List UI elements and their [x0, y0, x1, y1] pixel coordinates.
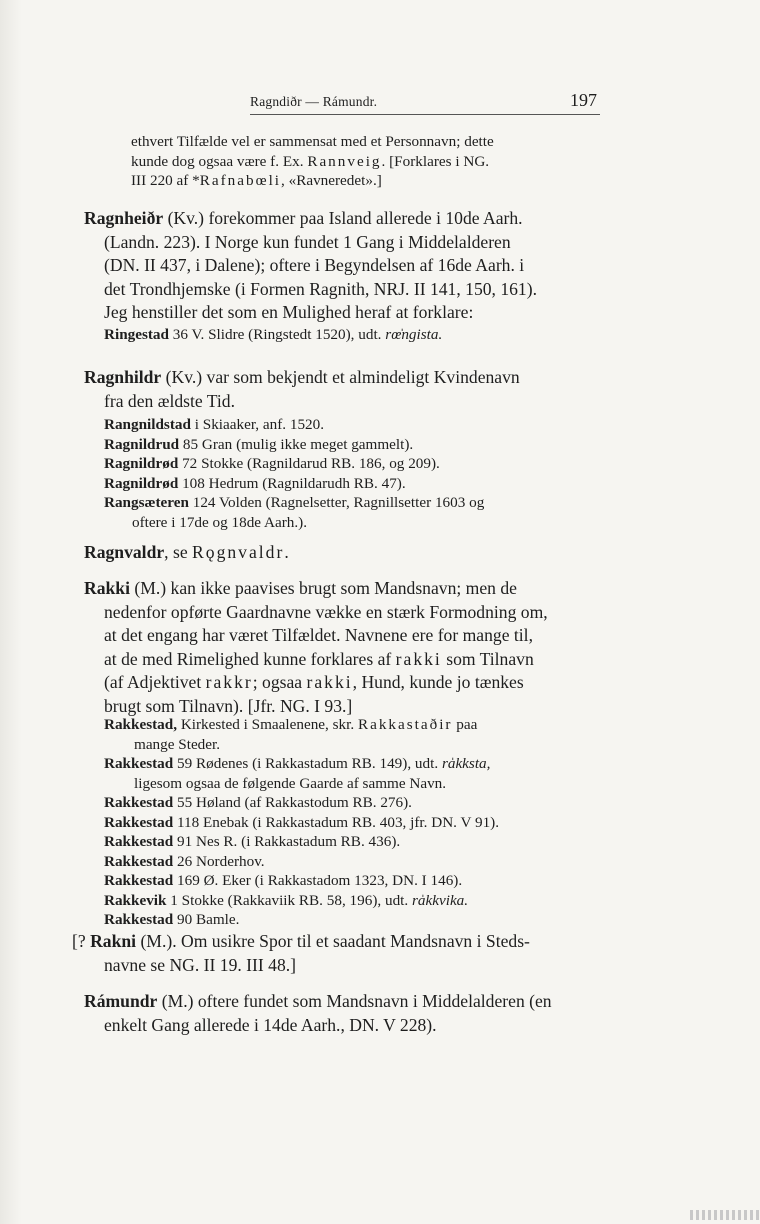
farm-item-continuation: mange Steder.	[134, 735, 221, 753]
headword: Rakki	[84, 578, 130, 598]
farm-item: Ringestad 36 V. Slidre (Ringstedt 1520), udt. rœ̍ngista.	[104, 326, 443, 343]
headword: Rámundr	[84, 991, 158, 1011]
farm-item: Rakkestad 55 Høland (af Rakkastodum RB. 276).	[104, 794, 412, 811]
headword: Rakni	[90, 931, 137, 951]
entry-ragnvaldr: Ragnvaldr, se Rǫgnvaldr.	[84, 542, 289, 562]
farm-item: Rakkestad 118 Enebak (i Rakkastadum RB. 403, jfr. DN. V 91).	[104, 813, 500, 831]
farm-item: Rakkestad 59 Rødenes (i Rakkastadum RB. 149), udt. ra̍kksta,	[104, 755, 491, 772]
farm-item-continuation: ligesom ogsaa de følgende Gaarde af samme Navn.	[134, 774, 447, 792]
farm-item-continuation: oftere i 17de og 18de Aarh.).	[132, 513, 308, 531]
headword: Ragnvaldr	[84, 542, 165, 562]
headword: Ragnhildr	[84, 367, 162, 387]
farm-item: Rangnildstad i Skiaaker, anf. 1520.	[104, 416, 325, 433]
farm-item: Ragnildrød 72 Stokke (Ragnildarud RB. 186, og 209).	[104, 455, 440, 472]
entry-ramundr: Rámundr (M.) oftere fundet som Mandsnavn i Middelalderen (en enkelt Gang allerede i 14de Aarh., DN. V 228).	[84, 991, 552, 1035]
farm-item: Rakkestad, Kirkested i Smaalenene, skr. Rakkastaðir paa	[104, 716, 478, 733]
running-head	[250, 90, 600, 120]
entry-rakni: [? Rakni (M.). Om usikre Spor til et saadant Mandsnavn i Steds- navne se NG. II 19. III 48.]	[72, 931, 530, 975]
running-title: Ragndiðr — Rámundr.	[250, 94, 378, 109]
farm-item: Rangsæteren 124 Volden (Ragnelsetter, Ragnillsetter 1603 og	[104, 494, 485, 511]
farm-item: Ragnildrød 108 Hedrum (Ragnildarudh RB. 47).	[104, 474, 406, 492]
farm-item: Rakkevik 1 Stokke (Rakkaviik RB. 58, 196), udt. ra̍kkvika.	[104, 891, 469, 909]
page-edge	[0, 0, 22, 1224]
farm-item: Rakkestad 91 Nes R. (i Rakkastadum RB. 436).	[104, 833, 401, 850]
farm-item: Rakkestad 169 Ø. Eker (i Rakkastadom 1323, DN. I 146).	[104, 872, 463, 889]
continuation-paragraph: ethvert Tilfælde vel er sammensat med et Personnavn; dette kunde dog ogsaa være f. Ex. Rannveig. [Forklares i NG. III 220 af *Rafnabœli, «Ravneredet».]	[131, 133, 494, 189]
farm-item: Rakkestad 90 Bamle.	[104, 911, 240, 928]
farm-item: Ragnildrud 85 Gran (mulig ikke meget gammelt).	[104, 435, 414, 453]
entry-rakki: Rakki (M.) kan ikke paavises brugt som Mandsnavn; men de nedenfor opførte Gaardnavne vække en stærk Formodning om, at det engang har været Tilfældet. Navnene ere for mange til, at de med Rimelighed kunne forklares af rakki som Tilnavn (af Adjektivet rakkr; ogsaa rakki, Hund, kunde jo tænkes brugt som Tilnavn). [Jfr. NG. I 93.]	[84, 578, 548, 716]
entry-ragnheidr: Ragnheiðr (Kv.) forekommer paa Island allerede i 10de Aarh. (Landn. 223). I Norge kun fundet 1 Gang i Middelalderen (DN. II 437, i Dalene); oftere i Begyndelsen af 16de Aarh. i det Trondhjemske (i Formen Ragnith, NRJ. II 141, 150, 161). Jeg henstiller det som en Mulighed heraf at forklare:	[84, 208, 537, 322]
farm-list-ragnheidr	[104, 325, 616, 345]
farm-item: Rakkestad 26 Norderhov.	[104, 852, 265, 870]
farm-list-rakki	[104, 715, 604, 930]
headword: Ragnheiðr	[84, 208, 164, 228]
scan-edge-mark	[690, 1210, 760, 1220]
entry-ragnhildr: Ragnhildr (Kv.) var som bekjendt et almindeligt Kvindenavn fra den ældste Tid.	[84, 367, 520, 411]
farm-list-ragnhildr	[104, 415, 632, 532]
page-number: 197	[570, 90, 597, 110]
header-rule	[250, 114, 600, 115]
